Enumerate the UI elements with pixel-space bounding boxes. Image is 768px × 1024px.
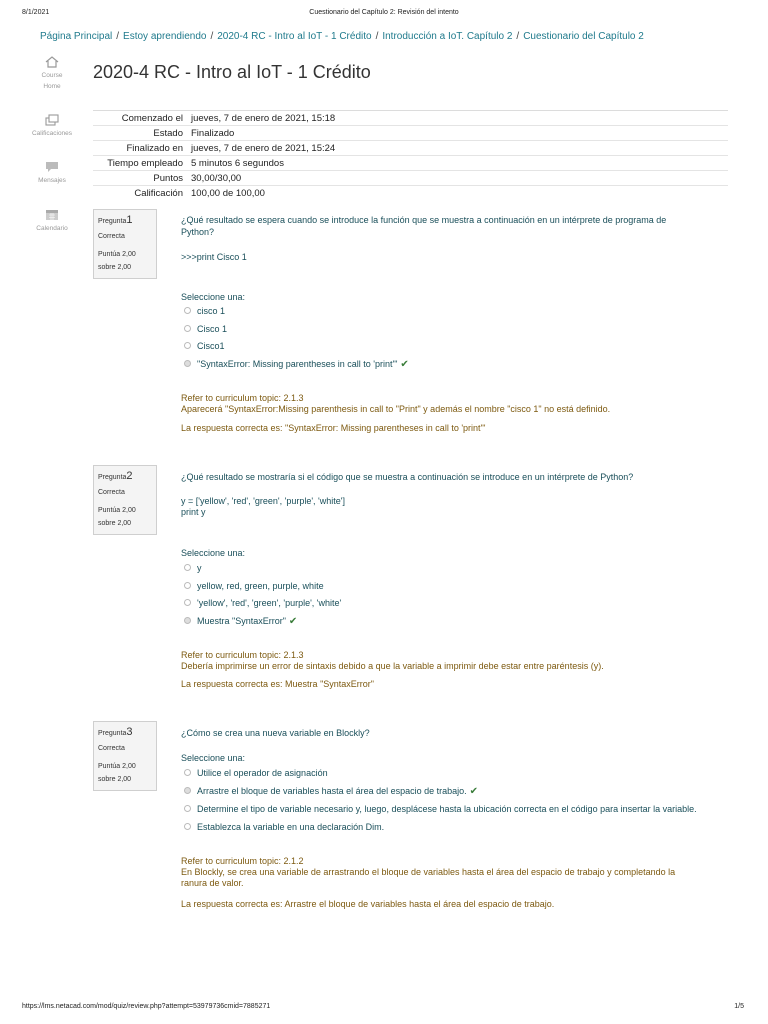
radio-button[interactable]	[184, 805, 191, 812]
grade-line: Puntúa 2,00	[98, 763, 136, 770]
question-info-1	[93, 209, 157, 279]
right-answer-1: La respuesta correcta es: "SyntaxError: Missing parentheses in call to 'print'"	[181, 423, 486, 433]
breadcrumb-home[interactable]: Página Principal	[40, 31, 113, 42]
grade-line: Puntúa 2,00	[98, 507, 136, 514]
feedback-2	[181, 650, 701, 672]
answer-option[interactable]	[184, 306, 225, 316]
feedback-text: En Blockly, se crea una variable de arrastrando el bloque de variables hasta el área del espacio de trabajo y completando la ranura de valor.	[181, 867, 676, 888]
answer-option-selected[interactable]	[184, 359, 409, 370]
summary-key: Comenzado el	[93, 111, 189, 126]
sidebar-label: Home	[43, 83, 61, 90]
answer-option-selected[interactable]	[184, 786, 478, 797]
feedback-topic: Refer to curriculum topic: 2.1.3	[181, 650, 304, 660]
print-header	[0, 9, 768, 21]
question-number	[98, 214, 156, 226]
answer-label: yellow, red, green, purple, white	[197, 581, 324, 591]
messages-icon	[45, 161, 59, 173]
answer-option[interactable]	[184, 341, 225, 351]
course-title: 2020-4 RC - Intro al IoT - 1 Crédito	[93, 62, 371, 82]
question-grade	[98, 248, 156, 274]
summary-row	[93, 126, 728, 141]
feedback-3	[181, 856, 701, 889]
home-icon	[45, 56, 59, 68]
question-state: Correcta	[98, 489, 125, 496]
question-number	[98, 470, 156, 482]
radio-button[interactable]	[184, 769, 191, 776]
sidebar-item-course-home[interactable]	[28, 56, 76, 92]
radio-button[interactable]	[184, 582, 191, 589]
answer-label: Determine el tipo de variable necesario y, luego, desplácese hasta la ubicación correcta en el código para insertar la variable.	[197, 804, 697, 814]
radio-button[interactable]	[184, 325, 191, 332]
code-line: print y	[181, 507, 206, 517]
answer-prompt-1: Seleccione una:	[181, 292, 246, 302]
summary-value: 30,00/30,00	[189, 171, 728, 186]
radio-button[interactable]	[184, 307, 191, 314]
breadcrumb-course[interactable]: 2020-4 RC - Intro al IoT - 1 Crédito	[217, 31, 372, 42]
right-answer-3: La respuesta correcta es: Arrastre el bloque de variables hasta el área del espacio de trabajo.	[181, 899, 555, 909]
answer-prompt-2: Seleccione una:	[181, 548, 246, 558]
sidebar-label: Calificaciones	[31, 130, 73, 137]
question-text-1: ¿Qué resultado se espera cuando se introduce la función que se muestra a continuación en un intérprete de programa de Python?	[181, 215, 667, 237]
answer-label: Establezca la variable en una declaración Dim.	[197, 822, 385, 832]
grade-line: sobre 2,00	[98, 520, 132, 527]
print-page-number: 1/5	[734, 1003, 744, 1010]
attempt-summary	[93, 110, 728, 200]
answer-label: y	[197, 563, 202, 573]
sidebar-label: Course	[41, 72, 63, 79]
check-icon: ✔	[400, 359, 409, 370]
breadcrumb: Página Principal / Estoy aprendiendo / 2020-4 RC - Intro al IoT - 1 Crédito / Introducción a IoT. Capítulo 2 / Cuestionario del Capítulo 2	[40, 31, 644, 42]
answer-label: cisco 1	[197, 306, 226, 316]
answer-option[interactable]	[184, 598, 341, 608]
grade-line: Puntúa 2,00	[98, 251, 136, 258]
grade-line: sobre 2,00	[98, 776, 132, 783]
answer-option[interactable]	[184, 822, 384, 832]
question-info-2	[93, 465, 157, 535]
answer-label: Muestra "SyntaxError"	[197, 616, 286, 626]
feedback-text: Debería imprimirse un error de sintaxis debido a que la variable a imprimir debe estar entre paréntesis (y).	[181, 661, 604, 671]
question-info-3	[93, 721, 157, 791]
grades-icon	[45, 114, 59, 126]
summary-key: Finalizado en	[93, 141, 189, 156]
summary-value: 100,00 de 100,00	[189, 186, 728, 201]
answer-option[interactable]	[184, 324, 227, 334]
summary-value: jueves, 7 de enero de 2021, 15:18	[189, 111, 728, 126]
answer-prompt-3: Seleccione una:	[181, 753, 246, 763]
feedback-text: Aparecerá "SyntaxError:Missing parenthesis in call to "Print" y además el nombre "cisco 1" no está definido.	[181, 404, 611, 414]
sidebar-label: Mensajes	[38, 177, 66, 184]
radio-button[interactable]	[184, 823, 191, 830]
answer-option-selected[interactable]	[184, 616, 297, 627]
summary-key: Tiempo empleado	[93, 156, 189, 171]
summary-row	[93, 156, 728, 171]
question-number	[98, 726, 156, 738]
right-answer-2: La respuesta correcta es: Muestra "SyntaxError"	[181, 679, 374, 689]
answer-option[interactable]	[184, 563, 202, 573]
radio-button-selected[interactable]	[184, 360, 191, 367]
summary-row	[93, 141, 728, 156]
check-icon: ✔	[288, 616, 298, 627]
question-label: Pregunta	[98, 474, 127, 481]
radio-button[interactable]	[184, 564, 191, 571]
summary-key: Estado	[93, 126, 189, 141]
summary-row	[93, 171, 728, 186]
answer-label: Utilice el operador de asignación	[197, 768, 328, 778]
summary-row	[93, 111, 728, 126]
question-text-2: ¿Qué resultado se mostraría si el código que se muestra a continuación se introduce en un intérprete de Python?	[181, 472, 634, 482]
question-text-3: ¿Cómo se crea una nueva variable en Blockly?	[181, 728, 370, 738]
answer-option[interactable]	[184, 804, 697, 814]
question-state: Correcta	[98, 745, 125, 752]
radio-button-selected[interactable]	[184, 787, 191, 794]
breadcrumb-chapter[interactable]: Introducción a IoT. Capítulo 2	[382, 31, 513, 42]
question-label: Pregunta	[98, 730, 127, 737]
print-title: Cuestionario del Capítulo 2: Revisión del intento	[309, 9, 459, 16]
breadcrumb-quiz[interactable]: Cuestionario del Capítulo 2	[523, 31, 644, 42]
answer-label: Cisco1	[197, 341, 225, 351]
feedback-topic: Refer to curriculum topic: 2.1.3	[181, 393, 304, 403]
answer-label: 'yellow', 'red', 'green', 'purple', 'white'	[197, 598, 342, 608]
question-number-value: 3	[126, 726, 133, 738]
answer-option[interactable]	[184, 768, 328, 778]
question-code-1: >>>print Cisco 1	[181, 252, 247, 262]
summary-value: jueves, 7 de enero de 2021, 15:24	[189, 141, 728, 156]
breadcrumb-learning[interactable]: Estoy aprendiendo	[123, 31, 207, 42]
question-grade	[98, 504, 156, 530]
sidebar-item-calendar[interactable]	[28, 208, 76, 234]
summary-key: Puntos	[93, 171, 189, 186]
feedback-topic: Refer to curriculum topic: 2.1.2	[181, 856, 304, 866]
answer-label: Arrastre el bloque de variables hasta el área del espacio de trabajo.	[197, 786, 467, 796]
print-date: 8/1/2021	[22, 9, 50, 16]
summary-value: 5 minutos 6 segundos	[189, 156, 728, 171]
radio-button[interactable]	[184, 342, 191, 349]
summary-value: Finalizado	[189, 126, 728, 141]
question-number-value: 2	[126, 470, 133, 482]
print-footer	[0, 1003, 768, 1015]
calendar-icon	[45, 208, 59, 221]
question-label: Pregunta	[98, 218, 127, 225]
sidebar	[28, 56, 76, 256]
question-state: Correcta	[98, 233, 125, 240]
radio-button-selected[interactable]	[184, 617, 191, 624]
feedback-1	[181, 393, 701, 415]
summary-key: Calificación	[93, 186, 189, 201]
grade-line: sobre 2,00	[98, 264, 132, 271]
print-url: https://lms.netacad.com/mod/quiz/review.php?attempt=53979736cmid=7885271	[22, 1003, 271, 1010]
question-number-value: 1	[126, 214, 133, 226]
sidebar-item-grades[interactable]	[28, 114, 76, 139]
radio-button[interactable]	[184, 599, 191, 606]
answer-option[interactable]	[184, 581, 324, 591]
question-grade	[98, 760, 156, 786]
sidebar-item-messages[interactable]	[28, 161, 76, 186]
answer-label: Cisco 1	[197, 324, 228, 334]
sidebar-label: Calendario	[36, 225, 68, 232]
check-icon: ✔	[469, 786, 479, 797]
question-code-2	[181, 496, 345, 518]
summary-row	[93, 186, 728, 201]
answer-label: "SyntaxError: Missing parentheses in call to 'print'"	[197, 359, 398, 369]
code-line: y = ['yellow', 'red', 'green', 'purple', 'white']	[181, 496, 346, 506]
